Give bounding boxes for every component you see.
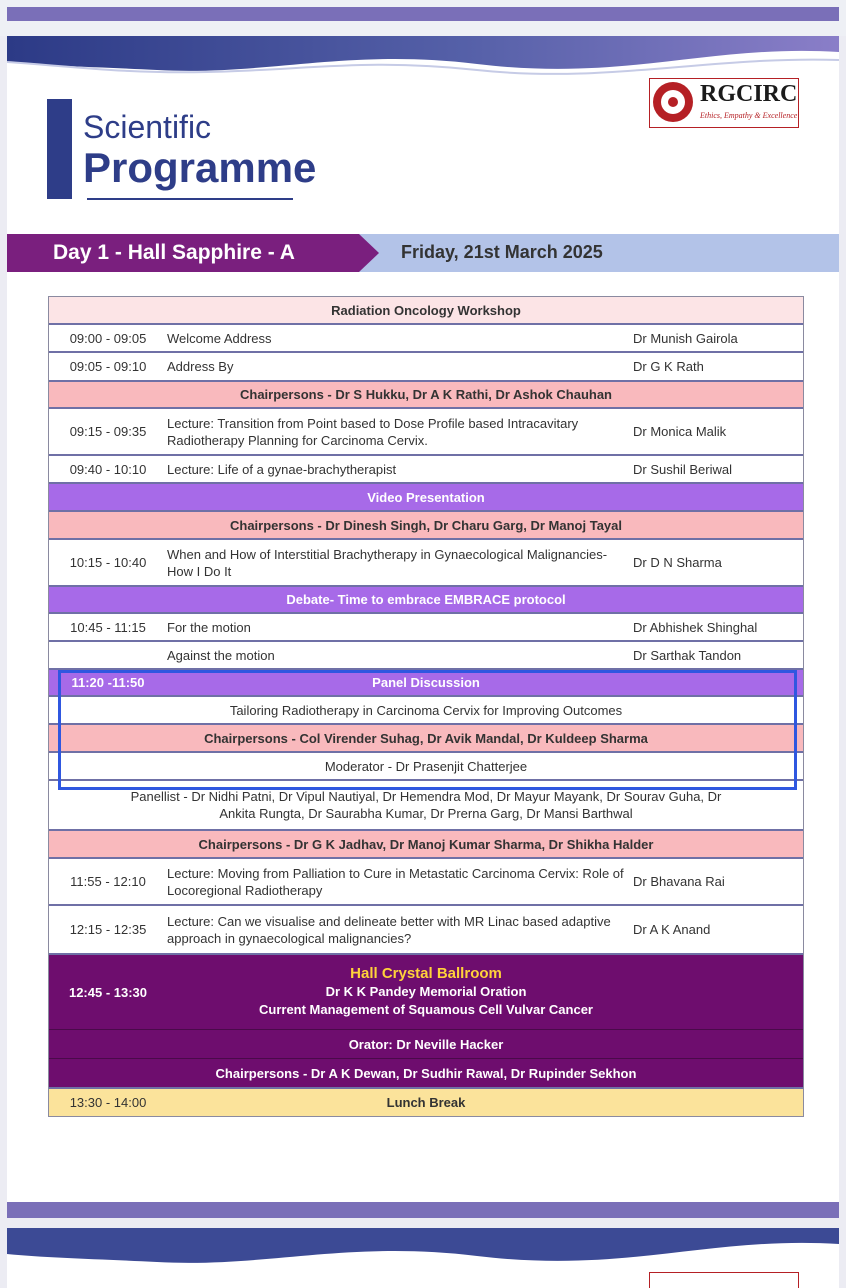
orator-row xyxy=(49,1030,803,1059)
oration-block xyxy=(167,965,685,1019)
session-topic: When and How of Interstitial Brachytherapy in Gynaecological Malignancies-How I Do It xyxy=(167,546,608,579)
session-topic: Welcome Address xyxy=(167,330,272,346)
table-row xyxy=(49,409,803,456)
chairpersons-text: Chairpersons - Dr S Hukku, Dr A K Rathi, Dr Ashok Chauhan xyxy=(240,387,612,402)
chairpersons-text: Chairpersons - Col Virender Suhag, Dr Avik Mandal, Dr Kuldeep Sharma xyxy=(204,730,648,746)
moderator-text: Moderator - Dr Prasenjit Chatterjee xyxy=(324,758,528,774)
session-time: 10:45 - 11:15 xyxy=(70,619,146,635)
title-accent-bar xyxy=(47,99,72,199)
session-time: 10:15 - 10:40 xyxy=(69,555,147,570)
lunch-label: Lunch Break xyxy=(386,1095,466,1110)
programme-page xyxy=(7,36,839,1218)
session-speaker: Dr Abhishek Shinghal xyxy=(633,619,758,635)
session-speaker: Dr Monica Malik xyxy=(633,424,727,439)
session-speaker: Dr Bhavana Rai xyxy=(633,874,725,889)
table-row xyxy=(49,859,803,906)
table-row xyxy=(49,642,803,670)
oration-topic: Current Management of Squamous Cell Vulvar Cancer xyxy=(259,1002,593,1017)
session-time: 09:40 - 10:10 xyxy=(69,461,147,477)
table-row xyxy=(49,614,803,642)
session-speaker: Dr Sarthak Tandon xyxy=(633,647,742,663)
oration-row xyxy=(49,955,803,1030)
session-topic: Address By xyxy=(167,359,234,374)
section-title: Video Presentation xyxy=(367,489,485,505)
session-topic: Lecture: Can we visualise and delineate better with MR Linac based adaptive approach in gynaecological malignancies? xyxy=(167,913,611,946)
table-row xyxy=(49,906,803,955)
session-speaker: Dr G K Rath xyxy=(633,359,704,374)
session-topic: Lecture: Life of a gynae-brachytherapist xyxy=(167,461,397,477)
section-title: Panel Discussion xyxy=(372,675,480,690)
chairpersons-row xyxy=(49,512,803,540)
rgcirc-logo xyxy=(649,78,799,128)
session-topic: Lecture: Transition from Point based to Dose Profile based Intracavitary Radiotherapy Planning for Carcinoma Cervix. xyxy=(167,415,579,448)
title-underline xyxy=(87,198,293,200)
next-page-logo xyxy=(649,1272,799,1288)
session-speaker: Dr D N Sharma xyxy=(633,555,722,570)
session-topic: Lecture: Moving from Palliation to Cure in Metastatic Carcinoma Cervix: Role of Locoregional Radiotherapy xyxy=(167,865,624,898)
chairpersons-row xyxy=(49,382,803,409)
session-time: 09:05 - 09:10 xyxy=(69,359,147,374)
table-row xyxy=(49,540,803,587)
next-page-edge xyxy=(7,1228,839,1288)
table-row xyxy=(49,353,803,382)
session-speaker: Dr Sushil Beriwal xyxy=(633,461,732,477)
page-title-line2: Programme xyxy=(83,144,317,191)
table-row xyxy=(49,325,803,353)
page-title-line1: Scientific xyxy=(83,109,212,145)
session-topic: For the motion xyxy=(167,619,251,635)
chairpersons-text: Chairpersons - Dr G K Jadhav, Dr Manoj Kumar Sharma, Dr Shikha Halder xyxy=(198,836,654,852)
session-speaker: Dr Munish Gairola xyxy=(633,330,738,346)
orator-text: Orator: Dr Neville Hacker xyxy=(348,1036,504,1052)
session-time: 09:15 - 09:35 xyxy=(69,424,147,439)
section-title: Debate- Time to embrace EMBRACE protocol xyxy=(286,592,566,607)
chairpersons-text: Chairpersons - Dr Dinesh Singh, Dr Charu Garg, Dr Manoj Tayal xyxy=(230,517,622,533)
section-row xyxy=(49,484,803,512)
workshop-title-row xyxy=(49,297,803,325)
lunch-row xyxy=(49,1089,803,1116)
section-row xyxy=(49,587,803,614)
footer-band xyxy=(7,1202,839,1218)
chairpersons-row xyxy=(49,831,803,859)
date-label: Friday, 21st March 2025 xyxy=(401,242,603,262)
session-topic: Against the motion xyxy=(167,647,275,663)
session-time: 11:20 -11:50 xyxy=(71,675,145,690)
oration-hall: Hall Crystal Ballroom xyxy=(350,965,502,982)
chairpersons-text: Chairpersons - Dr A K Dewan, Dr Sudhir Rawal, Dr Rupinder Sekhon xyxy=(215,1065,637,1081)
workshop-title: Radiation Oncology Workshop xyxy=(331,302,521,318)
previous-page-edge xyxy=(0,0,846,36)
session-time: 12:15 - 12:35 xyxy=(69,922,147,937)
selection-highlight xyxy=(58,670,797,790)
session-speaker: Dr A K Anand xyxy=(633,922,711,937)
institute-seal-icon xyxy=(653,82,693,122)
chairpersons-row xyxy=(49,1059,803,1089)
day-label: Day 1 - Hall Sapphire - A xyxy=(53,241,295,264)
session-time: 13:30 - 14:00 xyxy=(69,1095,147,1110)
logo-name: RGCIRC xyxy=(700,81,798,107)
session-time: 12:45 - 13:30 xyxy=(68,984,148,1000)
table-row xyxy=(49,456,803,484)
panellist-text: Panellist - Dr Nidhi Patni, Dr Vipul Nautiyal, Dr Hemendra Mod, Dr Mayur Mayank, Dr Sourav Guha, Dr Ankita Rungta, Dr Saurabha Kumar, Dr Prerna Garg, Dr Mansi Barthwal xyxy=(130,789,722,821)
session-time: 11:55 - 12:10 xyxy=(70,874,146,889)
session-time: 09:00 - 09:05 xyxy=(69,330,147,346)
logo-tagline: Ethics, Empathy & Excellence xyxy=(700,111,798,120)
panel-topic: Tailoring Radiotherapy in Carcinoma Cervix for Improving Outcomes xyxy=(229,702,623,718)
oration-name: Dr K K Pandey Memorial Oration xyxy=(325,984,527,999)
